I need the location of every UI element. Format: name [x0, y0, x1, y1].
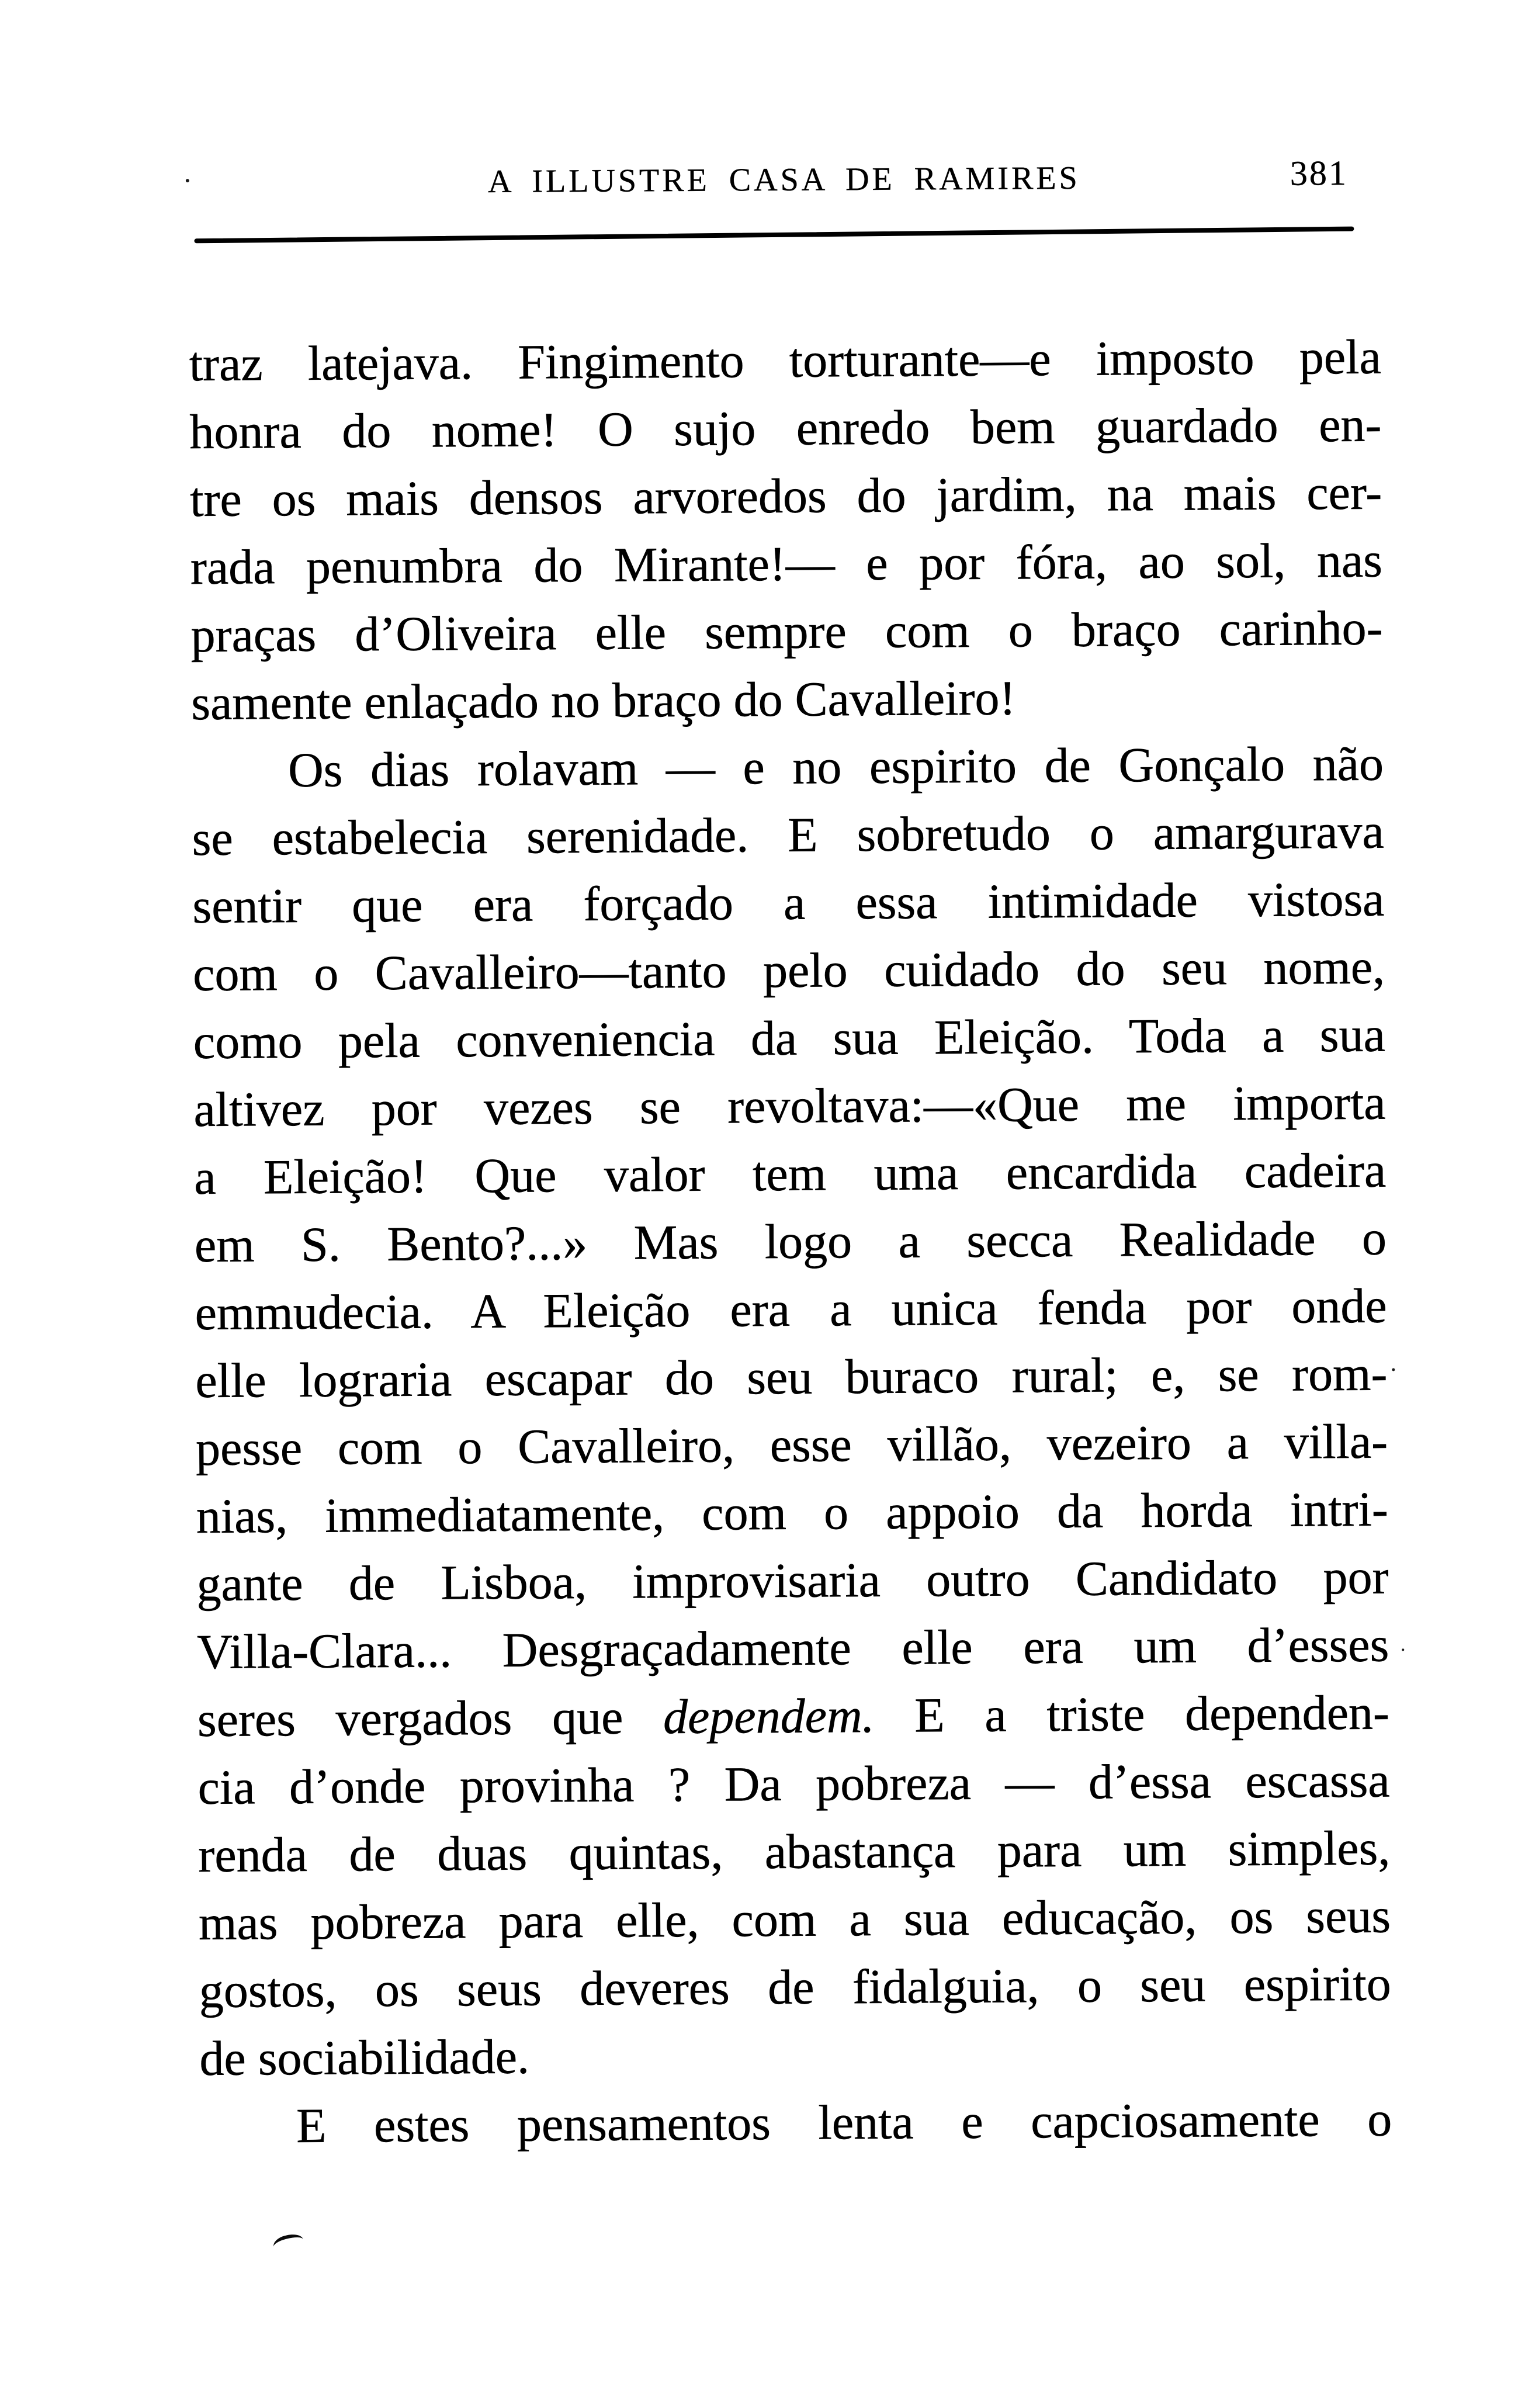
text-line: tre os mais densos arvoredos do jardim, na mais cer- [189, 465, 1382, 528]
paragraph-1 [189, 324, 1383, 737]
running-header [188, 153, 1380, 206]
text-line: emmudecia. A Eleição era a unica fenda por onde [195, 1279, 1387, 1341]
pen-mark [272, 2232, 304, 2249]
text-line: sentir que era forçado a essa intimidade vistosa [192, 872, 1385, 934]
text-line: nias, immediatamente, com o appoio da horda intri- [196, 1482, 1389, 1544]
text-line: honra do nome! O sujo enredo bem guardado en- [189, 397, 1382, 460]
text-line: Os dias rolavam — e no espirito de Gonçalo não [287, 736, 1384, 798]
text-line: como pela conveniencia da sua Eleição. Toda a sua [193, 1007, 1386, 1070]
text-line: em S. Bento?...» Mas logo a secca Realidade o [194, 1211, 1387, 1273]
text-line: mas pobreza para elle, com a sua educação, os seus [198, 1889, 1391, 1951]
text-line: renda de duas quintas, abastança para um simples, [198, 1821, 1391, 1883]
text-line: gostos, os seus deveres de fidalguia, o seu espirito [199, 1956, 1392, 2019]
text-line: E estes pensamentos lenta e capciosamente o [296, 2092, 1392, 2154]
header-rule [194, 227, 1354, 244]
text-line: rada penumbra do Mirante!— e por fóra, ao sol, nas [190, 533, 1383, 595]
scan-speck [1402, 1648, 1404, 1651]
text-line: gante de Lisboa, improvisaria outro Candidato por [196, 1550, 1389, 1612]
text-line: pesse com o Cavalleiro, esse villão, vezeiro a villa- [195, 1414, 1388, 1477]
text-line: se estabelecia serenidade. E sobretudo o amargurava [192, 804, 1384, 867]
paragraph-3 [200, 2086, 1392, 2161]
running-header-title: A ILLUSTRE CASA DE RAMIRES [487, 160, 1080, 200]
italic-word: dependem. [663, 1688, 875, 1745]
body-text [189, 324, 1392, 2161]
text-line: praças d’Oliveira elle sempre com o braço carinho- [190, 601, 1383, 663]
text-line: elle lograria escapar do seu buraco rural; e, se rom- [195, 1346, 1388, 1409]
scan-speck [186, 179, 189, 182]
text-line: cia d’onde provinha ? Da pobreza — d’essa escassa [197, 1753, 1390, 1815]
page-number: 381 [1290, 153, 1349, 193]
text-segment: E a triste dependen- [874, 1685, 1390, 1743]
text-line-with-italic [197, 1679, 1390, 1754]
text-segment: seres vergados que [197, 1690, 664, 1748]
scan-speck [1392, 1368, 1395, 1371]
paragraph-2 [192, 730, 1392, 2093]
text-line: com o Cavalleiro—tanto pelo cuidado do seu nome, [192, 940, 1385, 1002]
text-line: altivez por vezes se revoltava:—«Que me importa [193, 1075, 1386, 1138]
text-line: de sociabilidade. [199, 2029, 530, 2087]
text-line: traz latejava. Fingimento torturante—e imposto pela [189, 330, 1382, 392]
text-line: Villa-Clara... Desgraçadamente elle era um d’esses [196, 1617, 1389, 1680]
text-line: a Eleição! Que valor tem uma encardida cadeira [194, 1143, 1387, 1205]
text-line: samente enlaçado no braço do Cavalleiro! [191, 671, 1016, 731]
